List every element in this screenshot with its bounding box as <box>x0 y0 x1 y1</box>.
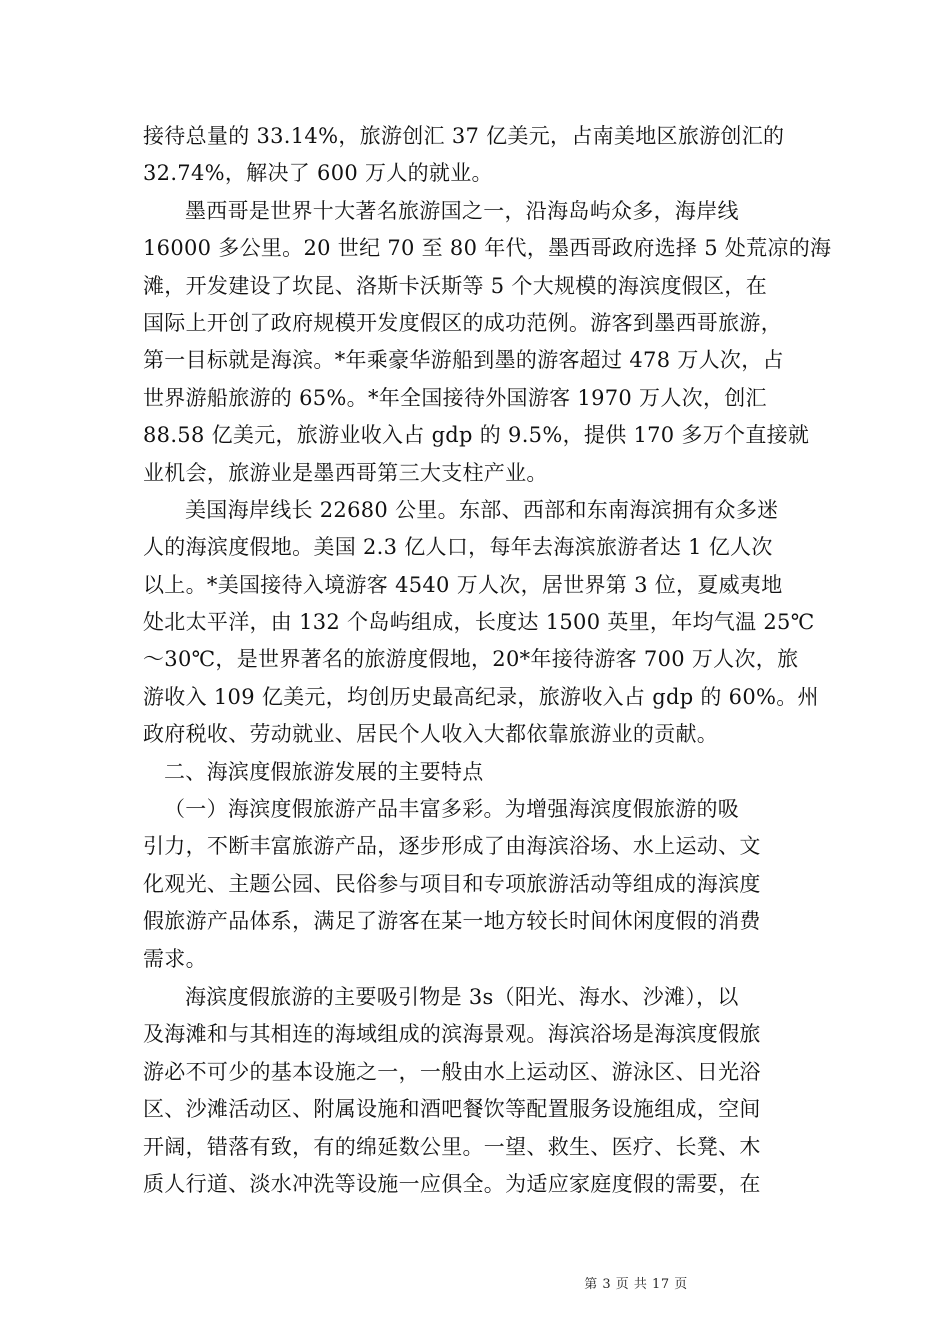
text-line: 政府税收、劳动就业、居民个人收入大都依靠旅游业的贡献。 <box>143 722 719 747</box>
document-body <box>143 118 832 1203</box>
text-line: 以上。*美国接待入境游客 4540 万人次，居世界第 3 位，夏威夷地 <box>143 572 783 597</box>
text-line: 滩，开发建设了坎昆、洛斯卡沃斯等 5 个大规模的海滨度假区，在 <box>143 273 768 298</box>
paragraph-start-line: 墨西哥是世界十大著名旅游国之一，沿海岛屿众多，海岸线 <box>185 198 739 223</box>
paragraph-start-line: 美国海岸线长 22680 公里。东部、西部和东南海滨拥有众多迷 <box>185 497 779 522</box>
section-heading: 二、海滨度假旅游发展的主要特点 <box>164 759 484 784</box>
text-line: 世界游船旅游的 65%。*年全国接待外国游客 1970 万人次，创汇 <box>143 385 767 410</box>
page-number-label: 第 3 页 共 17 页 <box>584 1277 688 1292</box>
text-line: 88.58 亿美元，旅游业收入占 gdp 的 9.5%，提供 170 多万个直接就 <box>143 423 810 448</box>
text-line: 及海滩和与其相连的海域组成的滨海景观。海滨浴场是海滨度假旅 <box>143 1022 761 1047</box>
text-line: 业机会，旅游业是墨西哥第三大支柱产业。 <box>143 460 548 485</box>
text-line: 需求。 <box>143 946 207 971</box>
text-line: 第一目标就是海滨。*年乘豪华游船到墨的游客超过 478 万人次，占 <box>143 348 784 373</box>
text-line: ～30℃，是世界著名的旅游度假地，20*年接待游客 700 万人次，旅 <box>143 647 799 672</box>
text-line: 游收入 109 亿美元，均创历史最高纪录，旅游收入占 gdp 的 60%。州 <box>143 684 819 709</box>
text-line: 32.74%，解决了 600 万人的就业。 <box>143 161 493 186</box>
text-line: 假旅游产品体系，满足了游客在某一地方较长时间休闲度假的消费 <box>143 909 761 934</box>
text-line: 处北太平洋，由 132 个岛屿组成，长度达 1500 英里，年均气温 25℃ <box>143 610 815 635</box>
text-line: 引力，不断丰富旅游产品，逐步形成了由海滨浴场、水上运动、文 <box>143 834 761 859</box>
text-line: 人的海滨度假地。美国 2.3 亿人口，每年去海滨旅游者达 1 亿人次 <box>143 535 773 560</box>
text-line: 游必不可少的基本设施之一，一般由水上运动区、游泳区、日光浴 <box>143 1059 761 1084</box>
text-line: 质人行道、淡水冲洗等设施一应俱全。为适应家庭度假的需要，在 <box>143 1171 761 1196</box>
page-footer <box>0 1273 950 1292</box>
paragraph-start-line: 海滨度假旅游的主要吸引物是 3s（阳光、海水、沙滩），以 <box>185 984 739 1009</box>
text-line: 国际上开创了政府规模开发度假区的成功范例。游客到墨西哥旅游， <box>143 310 782 335</box>
text-line: 化观光、主题公园、民俗参与项目和专项旅游活动等组成的海滨度 <box>143 871 761 896</box>
subsection-heading-line: （一）海滨度假旅游产品丰富多彩。为增强海滨度假旅游的吸 <box>164 797 740 822</box>
text-line: 接待总量的 33.14%，旅游创汇 37 亿美元，占南美地区旅游创汇的 <box>143 124 785 148</box>
text-line: 区、沙滩活动区、附属设施和酒吧餐饮等配置服务设施组成，空间 <box>143 1097 761 1122</box>
text-line: 开阔，错落有致，有的绵延数公里。一望、救生、医疗、长凳、木 <box>143 1134 761 1159</box>
text-line: 16000 多公里。20 世纪 70 至 80 年代，墨西哥政府选择 5 处荒凉的海 <box>143 236 832 261</box>
